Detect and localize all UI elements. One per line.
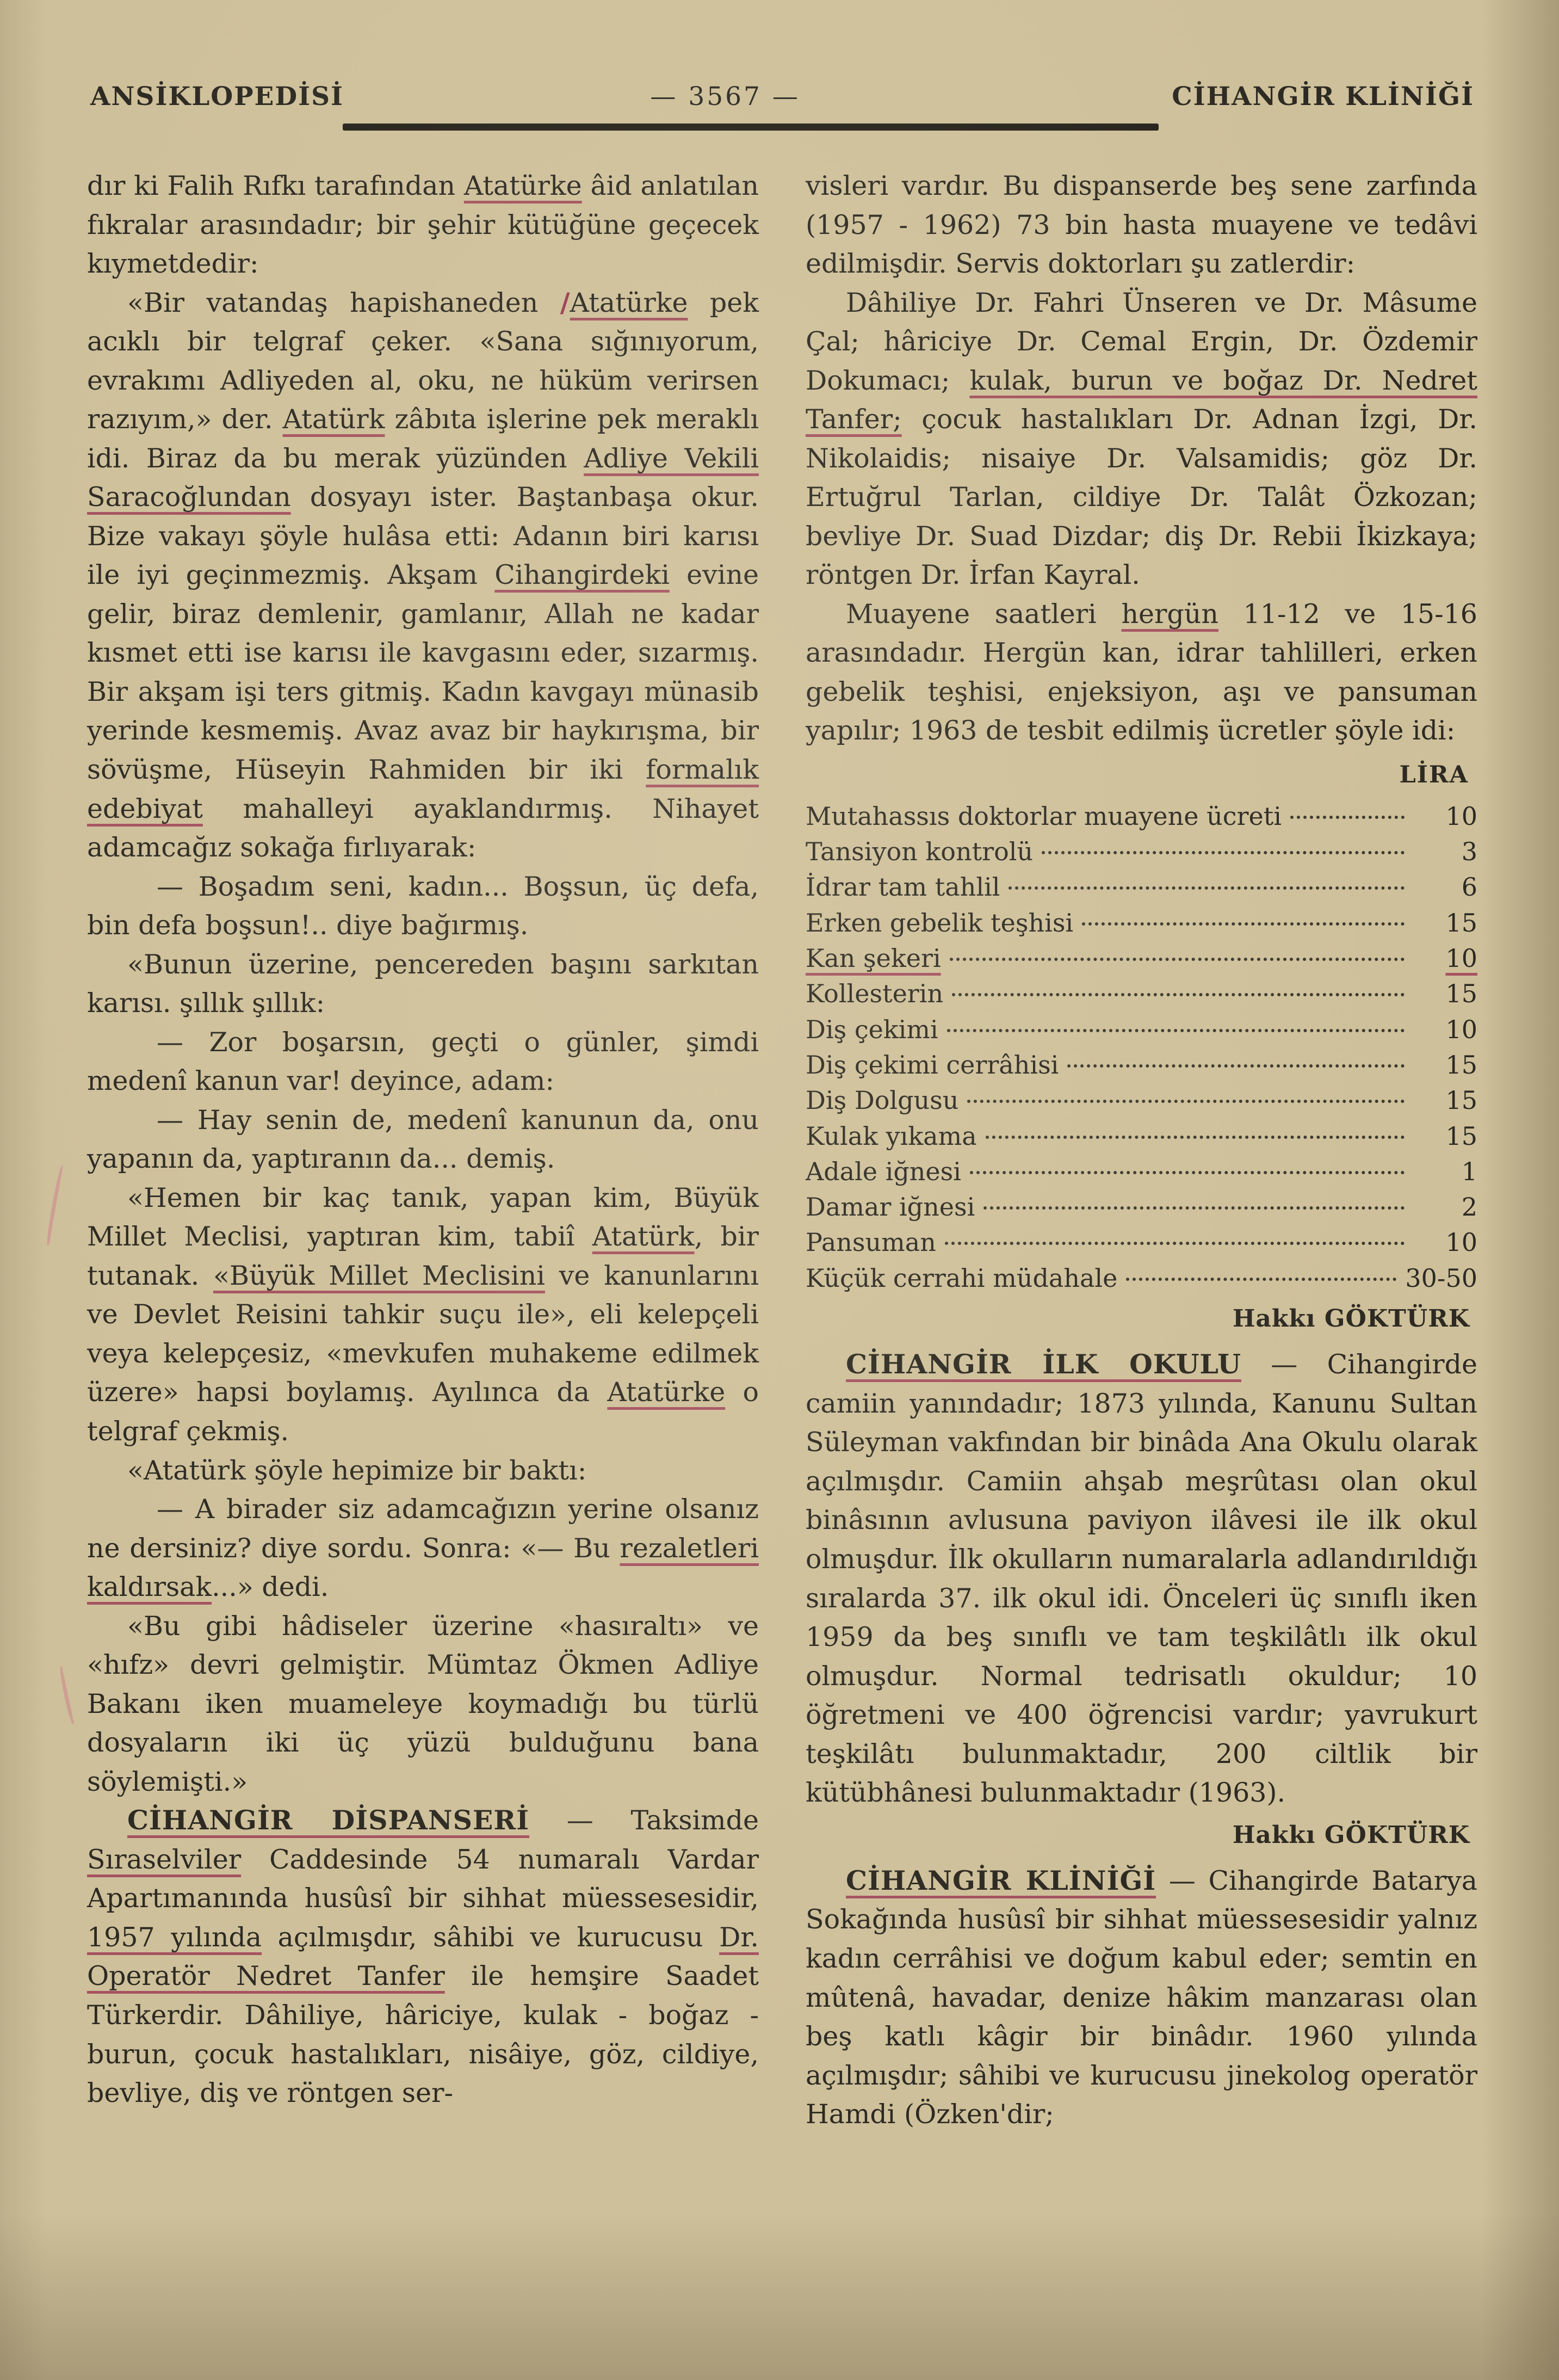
text-segment: Adale iğnesi bbox=[806, 1156, 961, 1186]
text-segment: — Taksimde bbox=[529, 1805, 759, 1836]
fee-value bbox=[1413, 1189, 1477, 1225]
fee-label bbox=[806, 1012, 938, 1047]
body-paragraph bbox=[806, 283, 1477, 595]
text-segment: «Hemen bir kaç tanık, yapan kim, Büyük Millet Meclisi, yaptıran kim, tabiî bbox=[87, 1182, 759, 1253]
text-segment: Küçük cerrahi müdahale bbox=[806, 1263, 1118, 1293]
fee-row bbox=[806, 1261, 1477, 1296]
text-segment: 6 bbox=[1461, 872, 1477, 902]
text-segment: 15 bbox=[1445, 1121, 1477, 1151]
text-segment: visleri vardır. Bu dispanserde beş sene zarfında (1957 - 1962) 73 bin hasta muayene ve tedâvi edilmişdir. Servis doktorları şu zatlerdir: bbox=[806, 170, 1477, 280]
fee-value bbox=[1413, 834, 1477, 870]
fee-row bbox=[806, 905, 1477, 941]
text-segment: kulak, burun ve boğaz Dr. Nedret Tanfer; bbox=[806, 365, 1477, 435]
fee-row bbox=[806, 1189, 1477, 1225]
dotted-leader bbox=[947, 1029, 1405, 1032]
fee-label bbox=[806, 1119, 977, 1154]
dotted-leader bbox=[1126, 1278, 1396, 1281]
text-segment: âid anlatılan fıkralar arasındadır; bir şehir kütüğüne geçecek kıymetdedir: bbox=[87, 170, 759, 280]
entry-cihangir-dispanseri bbox=[87, 1801, 759, 2112]
running-title-right: CİHANGİR KLİNİĞİ bbox=[1172, 82, 1474, 112]
text-segment: Atatürke bbox=[463, 170, 582, 201]
dialogue-paragraph bbox=[87, 1023, 759, 1101]
running-title-left: ANSİKLOPEDİSİ bbox=[90, 82, 344, 112]
fee-label bbox=[806, 905, 1073, 941]
text-segment: 30-50 bbox=[1405, 1263, 1477, 1293]
text-segment: Diş çekimi cerrâhisi bbox=[806, 1050, 1059, 1080]
body-paragraph bbox=[806, 167, 1477, 283]
dotted-leader bbox=[1009, 886, 1405, 890]
dotted-leader bbox=[1042, 851, 1405, 854]
text-segment: hergün bbox=[1121, 598, 1218, 630]
dotted-leader bbox=[950, 958, 1405, 961]
text-segment: o telgraf çekmiş. bbox=[87, 1377, 759, 1447]
fee-table bbox=[806, 758, 1477, 1296]
fee-value bbox=[1413, 1012, 1477, 1047]
fee-label bbox=[806, 1083, 958, 1118]
fee-row bbox=[806, 870, 1477, 905]
text-segment: Sıraselviler bbox=[87, 1843, 242, 1875]
text-columns bbox=[87, 167, 1477, 2134]
fee-value bbox=[1413, 905, 1477, 941]
text-segment: Damar iğnesi bbox=[806, 1192, 975, 1222]
dotted-leader bbox=[986, 1136, 1405, 1139]
text-segment: Tansiyon kontrolü bbox=[806, 837, 1034, 867]
fee-row bbox=[806, 834, 1477, 870]
author-signature: Hakkı GÖKTÜRK bbox=[1232, 1305, 1470, 1333]
text-segment: — Cihangirde camiin yanındadır; 1873 yılında, Kanunu Sultan Süleyman vakfından bir binâda Ana Okulu olarak açılmışdır. Camiin ahşab meşrûtası olan okul binâsının avlusuna paviyon ilâvesi ile ilk okul olmuşdur. İlk okulların numaralarla adlandırıldığı sıralarda 37. ilk okul idi. Önceleri üç sınıflı iken 1959 da beş sınıflı ve tam teşkilâtlı ilk okul olmuşdur. Normal tedrisatlı okuldur; 10 öğretmeni ve 400 öğrencisi vardır; yavrukurt teşkilâtı bulunmaktadır, 200 ciltlik bir kütübhânesi bulunmaktadır (1963). bbox=[806, 1349, 1477, 1809]
text-segment: 11-12 ve 15-16 arasındadır. Hergün kan, idrar tahlilleri, erken gebelik teşhisi, enjeksiyon, aşı ve pansuman yapılır; 1963 de tesbit edilmiş ücretler şöyle idi: bbox=[806, 598, 1477, 747]
fee-row bbox=[806, 941, 1477, 976]
text-segment: — Cihangirde Batarya Sokağında husûsî bir sihhat müessesesidir yalnız kadın cerrâhisi ve doğum kabul eder; semtin en mûtenâ, havadar, denize hâkim manzarası olan beş katlı kâgir bir binâdır. 1960 yılında açılmışdır; sâhibi ve kurucusu jinekolog operatör Hamdi (Özken'dir; bbox=[806, 1865, 1477, 2130]
text-segment: 1957 yılında bbox=[87, 1921, 262, 1953]
body-paragraph bbox=[87, 945, 759, 1023]
text-segment: — A birader siz adamcağızın yerine olsanız ne dersiniz? diye sordu. Sonra: «— Bu bbox=[87, 1494, 759, 1564]
text-segment: Erken gebelik teşhisi bbox=[806, 908, 1074, 938]
text-segment: mahalleyi ayaklandırmış. Nihayet adamcağız sokağa fırlıyarak: bbox=[87, 793, 759, 864]
text-segment: — Hay senin de, medenî kanunun da, onu yapanın da, yaptıranın da... demiş. bbox=[87, 1104, 759, 1175]
text-segment: CİHANGİR KLİNİĞİ bbox=[846, 1864, 1156, 1896]
fee-label bbox=[806, 1261, 1117, 1296]
body-paragraph bbox=[87, 1179, 759, 1451]
text-segment: — Zor boşarsın, geçti o günler, şimdi medenî kanun var! deyince, adam: bbox=[87, 1026, 759, 1097]
body-paragraph bbox=[87, 1607, 759, 1802]
body-paragraph bbox=[87, 283, 759, 867]
dotted-leader bbox=[983, 1206, 1405, 1210]
text-segment: Mutahassıs doktorlar muayene ücreti bbox=[806, 801, 1282, 831]
text-segment: Muayene saatleri bbox=[846, 598, 1122, 630]
fee-label bbox=[806, 976, 943, 1012]
fee-value bbox=[1413, 1083, 1477, 1118]
text-segment: Diş çekimi bbox=[806, 1014, 938, 1044]
dialogue-paragraph bbox=[87, 1101, 759, 1179]
entry-cihangir-ilk-okulu bbox=[806, 1345, 1477, 1812]
text-segment: zâbıta işlerine pek meraklı idi. Biraz da bu merak yüzünden bbox=[87, 404, 759, 474]
text-segment: 3 bbox=[1461, 837, 1477, 867]
fee-value bbox=[1413, 941, 1477, 976]
text-segment: Cihangirdeki bbox=[494, 559, 670, 591]
text-segment: Atatürk bbox=[592, 1221, 695, 1253]
fee-value bbox=[1405, 1261, 1477, 1296]
text-segment: İdrar tam tahlil bbox=[806, 872, 1000, 902]
text-segment: ve kanunlarını ve Devlet Reisini tahkir suçu ile», eli kelepçeli veya kelepçesiz, «mevkufen muhakeme edilmek üzere» hapsi boylamış. Ayılınca da bbox=[87, 1260, 759, 1408]
text-segment: / bbox=[560, 286, 570, 318]
fee-row bbox=[806, 1047, 1477, 1083]
text-segment: çocuk hastalıkları Dr. Adnan İzgi, Dr. Nikolaidis; nisaiye Dr. Valsamidis; göz Dr. Ertuğrul Tarlan, cildiye Dr. Talât Özkozan; bevliye Dr. Suad Dizdar; diş Dr. Rebii İkizkaya; röntgen Dr. İrfan Kayral. bbox=[806, 404, 1477, 591]
text-segment: Kollesterin bbox=[806, 979, 944, 1009]
fee-row bbox=[806, 1154, 1477, 1189]
text-segment: CİHANGİR DİSPANSERİ bbox=[127, 1804, 530, 1836]
fee-label bbox=[806, 799, 1282, 834]
fee-label bbox=[806, 834, 1033, 870]
pen-mark bbox=[58, 1665, 76, 1725]
fee-row bbox=[806, 1012, 1477, 1047]
text-segment: 15 bbox=[1445, 1050, 1477, 1080]
entry-cihangir-klinigi bbox=[806, 1861, 1477, 2134]
dotted-leader bbox=[1290, 816, 1405, 819]
text-segment: Dâhiliye Dr. Fahri Ünseren ve Dr. Mâsume Çal; hâriciye Dr. Cemal Ergin, Dr. Özdemir Dokumacı; bbox=[806, 287, 1477, 396]
body-paragraph bbox=[87, 1451, 759, 1490]
fee-row bbox=[806, 976, 1477, 1012]
text-segment: Atatürke bbox=[570, 287, 688, 318]
dialogue-paragraph bbox=[87, 867, 759, 945]
page-number: — 3567 — bbox=[650, 82, 800, 112]
text-segment: açılmışdır, sâhibi ve kurucusu bbox=[262, 1921, 720, 1953]
text-segment: «Büyük Millet Meclisini bbox=[213, 1260, 545, 1291]
text-segment: ile hemşire Saadet Türkerdir. Dâhiliye, hâriciye, kulak - boğaz - burun, çocuk hastalıkları, nisâiye, göz, cildiye, bevliye, diş ve röntgen ser- bbox=[87, 1960, 759, 2109]
text-segment: Atatürk bbox=[282, 404, 385, 435]
fee-label bbox=[806, 870, 1000, 905]
currency-heading: LİRA bbox=[1399, 761, 1469, 788]
text-segment: «Bir vatandaş hapishaneden bbox=[127, 287, 560, 318]
text-segment: 15 bbox=[1445, 908, 1477, 938]
text-segment: pek acıklı bir telgraf çeker. «Sana sığınıyorum, evrakımı Adliyeden al, oku, ne hüküm verirsen razıyım,» der. bbox=[87, 287, 759, 435]
dialogue-paragraph bbox=[87, 1490, 759, 1607]
text-segment: «Bu gibi hâdiseler üzerine «hasıraltı» ve «hıfz» devri gelmiştir. Mümtaz Ökmen Adliye Bakanı iken muameleye koymadığı bu türlü dosyaların iki üç yüzü bulduğunu bana söylemişti.» bbox=[87, 1610, 759, 1797]
header-rule bbox=[343, 124, 1159, 131]
text-segment: Kulak yıkama bbox=[806, 1121, 977, 1151]
text-segment: , bir tutanak. bbox=[87, 1221, 759, 1291]
dotted-leader bbox=[970, 1171, 1405, 1174]
text-segment: rezaletleri kaldırsak bbox=[87, 1532, 759, 1603]
text-segment: evine gelir, biraz demlenir, gamlanır, Allah ne kadar kısmet etti ise karısı ile kavgasını eder, sızarmış. Bir akşam işi ters gitmiş. Kadın kavgayı münasib yerinde kesmemiş. Avaz avaz bir haykırışma, bir sövüşme, Hüseyin Rahmiden bir iki bbox=[87, 559, 759, 785]
dotted-leader bbox=[1067, 1064, 1405, 1068]
page-header bbox=[87, 82, 1477, 112]
dotted-leader bbox=[1082, 922, 1405, 926]
text-segment: «Bunun üzerine, pencereden başını sarkıtan karısı. şıllık şıllık: bbox=[87, 948, 759, 1019]
text-segment: 15 bbox=[1445, 1086, 1477, 1115]
fee-row bbox=[806, 1119, 1477, 1154]
body-paragraph bbox=[87, 167, 759, 283]
text-segment: 15 bbox=[1445, 979, 1477, 1009]
text-segment: ...» dedi. bbox=[212, 1571, 329, 1603]
fee-row bbox=[806, 1083, 1477, 1118]
body-paragraph bbox=[806, 595, 1477, 750]
text-segment: formalık edebiyat bbox=[87, 754, 759, 824]
text-segment: CİHANGİR İLK OKULU bbox=[846, 1348, 1241, 1380]
fee-value bbox=[1413, 1154, 1477, 1189]
fee-row bbox=[806, 799, 1477, 834]
text-segment: «Atatürk şöyle hepimize bir baktı: bbox=[127, 1454, 587, 1486]
fee-row bbox=[806, 1225, 1477, 1260]
text-segment: dosyayı ister. Baştanbaşa okur. Bize vakayı şöyle hulâsa etti: Adanın biri karısı ile iyi geçinmezmiş. Akşam bbox=[87, 482, 759, 591]
text-segment: Atatürke bbox=[607, 1377, 726, 1408]
left-column bbox=[87, 167, 759, 2134]
text-segment: Dr. Operatör Nedret Tanfer bbox=[87, 1921, 759, 1992]
text-segment: Adliye Vekili Saracoğlundan bbox=[87, 442, 759, 513]
text-segment: 10 bbox=[1445, 801, 1477, 831]
text-segment: Kan şekeri bbox=[806, 943, 941, 973]
fee-label bbox=[806, 1189, 975, 1225]
text-segment: 10 bbox=[1445, 1014, 1477, 1044]
text-segment: dır ki Falih Rıfkı tarafından bbox=[87, 170, 464, 201]
fee-value bbox=[1413, 1119, 1477, 1154]
text-segment: Pansuman bbox=[806, 1228, 936, 1257]
text-segment: 1 bbox=[1461, 1156, 1477, 1186]
dotted-leader bbox=[967, 1100, 1405, 1103]
fee-value bbox=[1413, 870, 1477, 905]
fee-value bbox=[1413, 799, 1477, 834]
fee-label bbox=[806, 941, 941, 976]
dotted-leader bbox=[945, 1242, 1405, 1245]
fee-value bbox=[1413, 1047, 1477, 1083]
fee-label bbox=[806, 1225, 936, 1260]
dotted-leader bbox=[952, 993, 1405, 996]
fee-value bbox=[1413, 1225, 1477, 1260]
pen-mark bbox=[45, 1164, 65, 1246]
fee-label bbox=[806, 1047, 1059, 1083]
fee-label bbox=[806, 1154, 961, 1189]
text-segment: — Boşadım seni, kadın... Boşsun, üç defa, bin defa boşsun!.. diye bağırmış. bbox=[87, 871, 759, 941]
text-segment: 10 bbox=[1445, 943, 1477, 973]
author-signature: Hakkı GÖKTÜRK bbox=[1232, 1821, 1470, 1849]
text-segment: Diş Dolgusu bbox=[806, 1086, 959, 1115]
text-segment: 2 bbox=[1461, 1192, 1477, 1222]
right-column bbox=[806, 167, 1477, 2134]
fee-value bbox=[1413, 976, 1477, 1012]
text-segment: 10 bbox=[1445, 1228, 1477, 1257]
text-segment: Caddesinde 54 numaralı Vardar Apartımanında husûsî bir sihhat müessesesidir, bbox=[87, 1843, 759, 1914]
